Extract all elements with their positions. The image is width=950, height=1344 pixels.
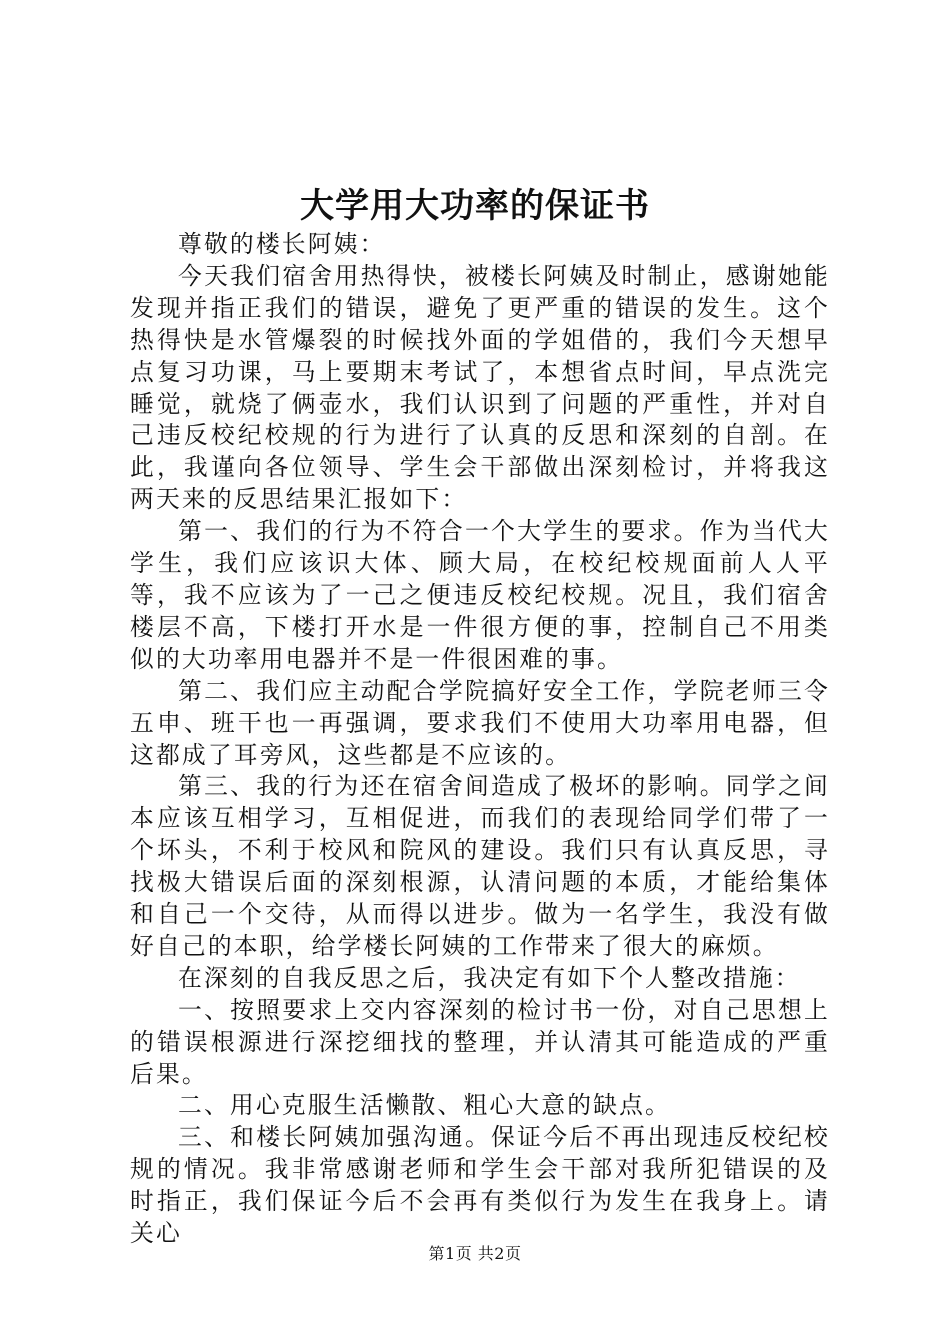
paragraph-measures-intro: 在深刻的自我反思之后，我决定有如下个人整改措施： [178, 963, 801, 992]
page-indicator: 第1页 共2页 [428, 1244, 522, 1263]
paragraph-measure-2: 二、用心克服生活懒散、粗心大意的缺点。 [178, 1091, 671, 1120]
salutation: 尊敬的楼长阿姨： [178, 230, 386, 258]
document-title: 大学用大功率的保证书 [300, 186, 650, 226]
page-footer [0, 1243, 950, 1265]
paragraph-intro: 今天我们宿舍用热得快，被楼长阿姨及时制止，感谢她能发现并指正我们的错误，避免了更严重的错误的发生。这个热得快是水管爆裂的时候找外面的学姐借的，我们今天想早点复习功课，马上要期末考试了，本想省点时间，早点洗完睡觉，就烧了俩壶水，我们认识到了问题的严重性，并对自己违反校纪校规的行为进行了认真的反思和深刻的自剖。在此，我谨向各位领导、学生会干部做出深刻检讨，并将我这两天来的反思结果汇报如下： [130, 261, 830, 514]
paragraph-point-1: 第一、我们的行为不符合一个大学生的要求。作为当代大学生，我们应该识大体、顾大局，在校纪校规面前人人平等，我不应该为了一己之便违反校纪校规。况且，我们宿舍楼层不高，下楼打开水是一件很方便的事，控制自己不用类似的大功率用电器并不是一件很困难的事。 [130, 517, 830, 673]
paragraph-measure-3: 三、和楼长阿姨加强沟通。保证今后不再出现违反校纪校规的情况。我非常感谢老师和学生会干部对我所犯错误的及时指正，我们保证今后不会再有类似行为发生在我身上。请关心 [130, 1123, 830, 1248]
paragraph-point-2: 第二、我们应主动配合学院搞好安全工作，学院老师三令五申、班干也一再强调，要求我们不使用大功率用电器，但这都成了耳旁风，这些都是不应该的。 [130, 676, 830, 769]
paragraph-measure-1: 一、按照要求上交内容深刻的检讨书一份，对自己思想上的错误根源进行深挖细找的整理，并认清其可能造成的严重后果。 [130, 995, 830, 1088]
document-body [130, 229, 830, 1250]
paragraph-point-3: 第三、我的行为还在宿舍间造成了极坏的影响。同学之间本应该互相学习，互相促进，而我们的表现给同学们带了一个坏头，不利于校风和院风的建设。我们只有认真反思，寻找极大错误后面的深刻根源，认清问题的本质，才能给集体和自己一个交待，从而得以进步。做为一名学生，我没有做好自己的本职，给学楼长阿姨的工作带来了很大的麻烦。 [130, 772, 830, 960]
